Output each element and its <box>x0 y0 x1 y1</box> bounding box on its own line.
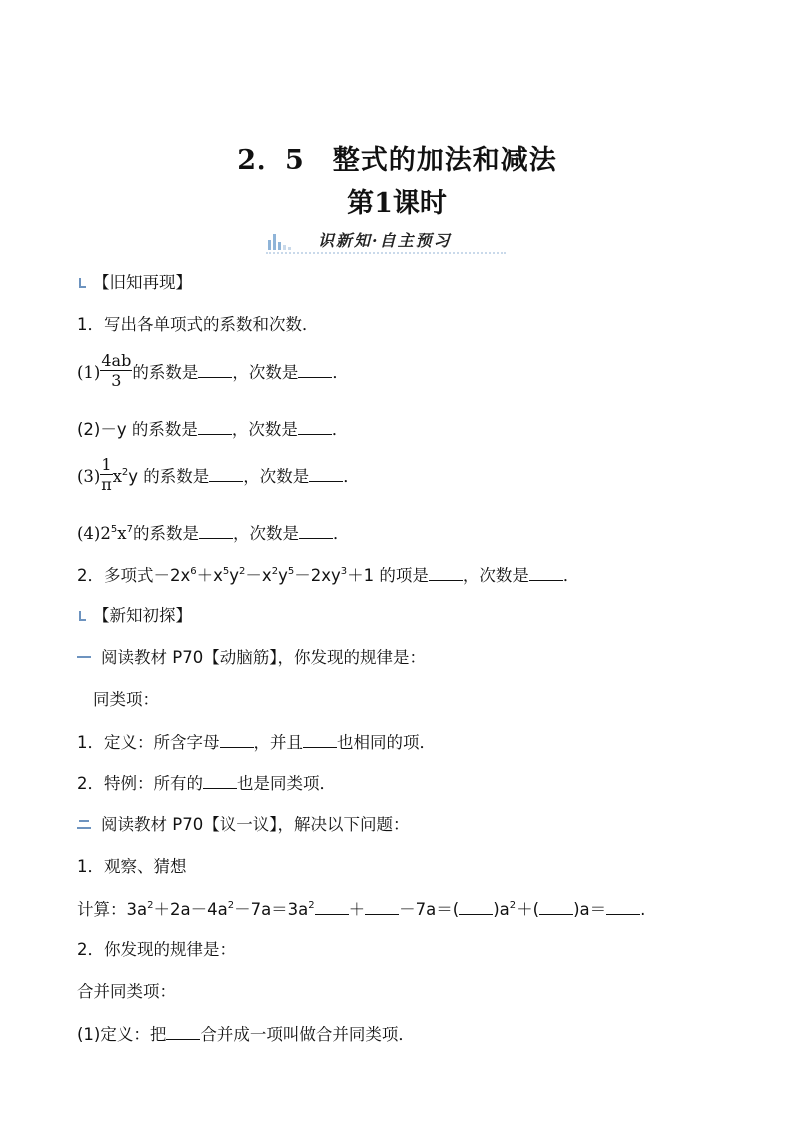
like-terms-heading: 同类项： <box>93 690 159 709</box>
answer-blank[interactable] <box>429 564 463 581</box>
question-1-part-1: (1) $\frac{4ab}{3}$ 的系数是 ，次数是 ． <box>77 351 349 390</box>
section-new-knowledge: 【新知初探】 <box>77 605 192 627</box>
reading-task-2: 阅读教材 P70【议一议】，解决以下问题： <box>77 814 409 836</box>
answer-blank[interactable] <box>203 772 237 789</box>
special-case-line: 2．特例：所有的 也是同类项． <box>77 774 336 793</box>
answer-blank[interactable] <box>166 1023 200 1040</box>
observe-guess: 1．观察、猜想 <box>77 857 187 876</box>
answer-blank[interactable] <box>299 522 333 539</box>
rule-line: 2．你发现的规律是： <box>77 940 236 959</box>
reading-task-1: 阅读教材 P70【动脑筋】，你发现的规律是： <box>77 647 426 669</box>
answer-blank[interactable] <box>199 522 233 539</box>
answer-blank[interactable] <box>365 898 399 915</box>
answer-blank[interactable] <box>298 361 332 378</box>
lesson-subtitle: 第1课时 <box>347 188 447 219</box>
answer-blank[interactable] <box>220 731 254 748</box>
answer-blank[interactable] <box>539 898 573 915</box>
question-1-part-4: $(4)2^5x^7$的系数是 ，次数是 ． <box>77 524 350 543</box>
answer-blank[interactable] <box>606 898 640 915</box>
answer-blank[interactable] <box>198 418 232 435</box>
answer-blank[interactable] <box>315 898 349 915</box>
fraction: $\frac{1}{\pi}$ <box>101 455 112 494</box>
answer-blank[interactable] <box>459 898 493 915</box>
answer-blank[interactable] <box>198 361 232 378</box>
bar-chart-icon <box>266 234 308 250</box>
question-1-part-2: (2)－y 的系数是 ，次数是 ． <box>77 420 349 439</box>
banner-underline <box>266 250 506 254</box>
question-1-intro: 1．写出各单项式的系数和次数． <box>77 315 319 334</box>
section-banner <box>266 228 506 254</box>
answer-blank[interactable] <box>303 731 337 748</box>
combine-definition: (1)定义：把 合并成一项叫做合并同类项． <box>77 1025 415 1044</box>
fraction: $\frac{4ab}{3}$ <box>101 351 132 390</box>
answer-blank[interactable] <box>309 465 343 482</box>
number-one-icon <box>77 651 91 663</box>
section-marker-icon <box>77 610 87 622</box>
calculation-line: 计算：$3a^2+2a-4a^2-7a=3a^2 + -7a=$( )$a^2+$( )a＝ . <box>77 900 646 919</box>
question-1-part-3: (3) $\frac{1}{\pi}$ $x^2y$ 的系数是 ，次数是 ． <box>77 455 360 494</box>
answer-blank[interactable] <box>298 418 332 435</box>
section-marker-icon <box>77 277 87 289</box>
answer-blank[interactable] <box>209 465 243 482</box>
number-two-icon <box>77 818 91 830</box>
definition-line: 1．定义：所含字母 ，并且 也相同的项． <box>77 733 436 752</box>
combine-like-terms-heading: 合并同类项： <box>77 982 176 1001</box>
answer-blank[interactable] <box>529 564 563 581</box>
question-2: 2．多项式$-2x^6+x^5y^2-x^2y^5-2xy^3+1$ 的项是 ，次数是 ． <box>77 566 580 585</box>
lesson-title: 2．5 整式的加法和减法 <box>237 145 557 176</box>
banner-label: 识新知·自主预习 <box>318 231 452 250</box>
section-old-knowledge: 【旧知再现】 <box>77 272 192 294</box>
